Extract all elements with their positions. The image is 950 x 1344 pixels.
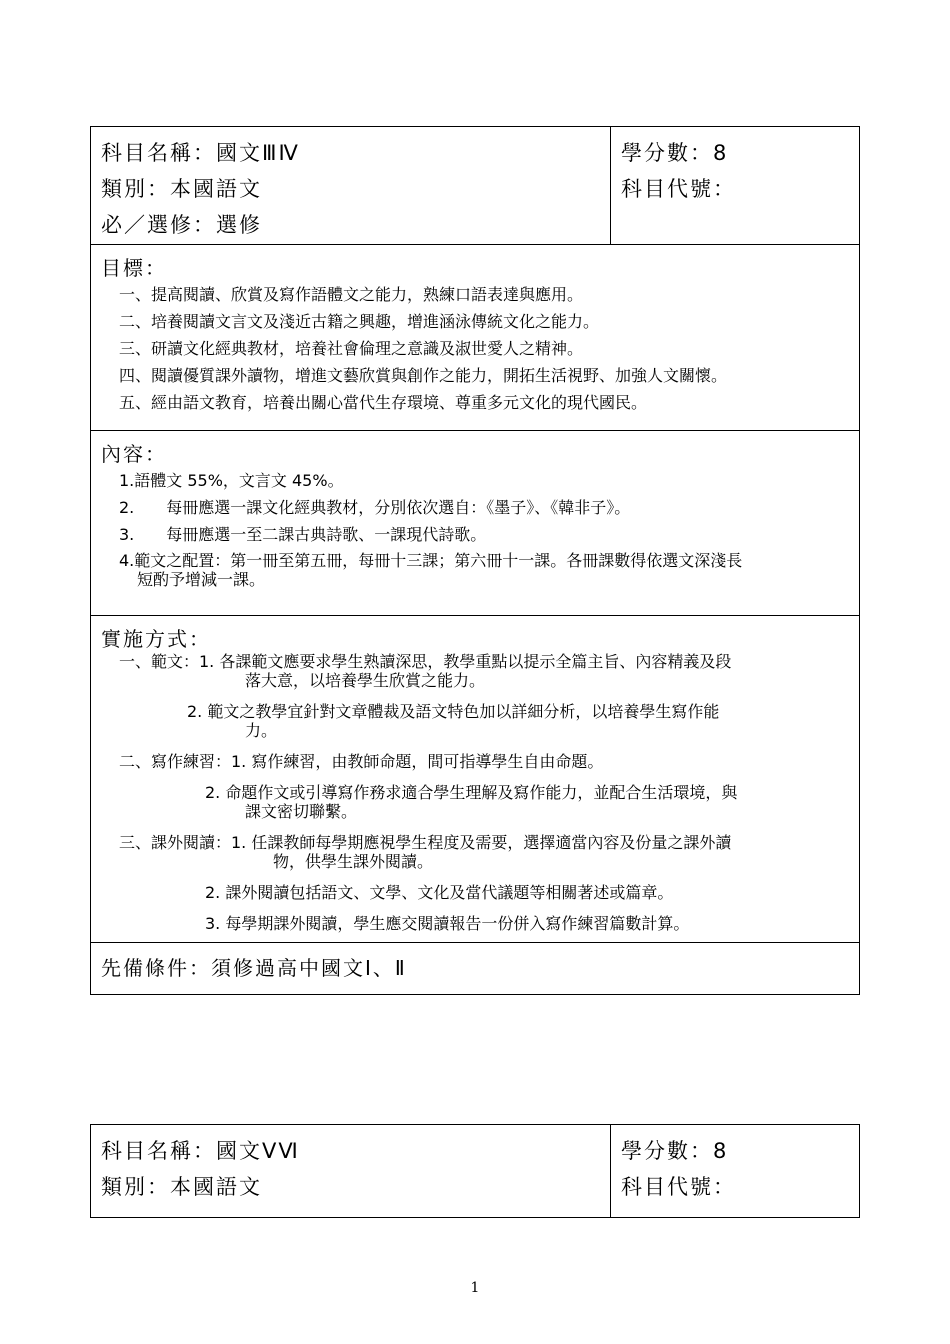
course-table-2 — [90, 1124, 860, 1218]
method-item: 2. 課外閱讀包括語文、文學、文化及當代議題等相關著述或篇章。 — [205, 883, 674, 902]
course-header-left — [91, 127, 611, 244]
method-section — [91, 615, 859, 942]
page-number: 1 — [470, 1280, 480, 1296]
course-credits: 學分數：8 — [621, 1139, 729, 1163]
method-item-cont: 物，供學生課外閱讀。 — [273, 852, 434, 871]
course-header-right — [611, 1125, 859, 1217]
goals-title: 目標： — [101, 256, 167, 280]
content-section — [91, 430, 859, 615]
method-item: 2. 命題作文或引導寫作務求適合學生理解及寫作能力，並配合生活環境，與 — [205, 783, 738, 802]
course-code: 科目代號： — [621, 1175, 736, 1199]
course-table-1 — [90, 126, 860, 995]
course-category: 類別：本國語文 — [101, 177, 262, 201]
content-item: 4.範文之配置：第一冊至第五冊，每冊十三課；第六冊十一課。各冊課數得依選文深淺長 — [119, 551, 743, 570]
course-credits: 學分數：8 — [621, 141, 729, 165]
course-name: 科目名稱：國文ⅤⅥ — [101, 1139, 300, 1163]
goal-item: 三、研讀文化經典教材，培養社會倫理之意識及淑世愛人之精神。 — [119, 339, 584, 358]
method-item: 三、課外閱讀：1. 任課教師每學期應視學生程度及需要，選擇適當內容及份量之課外讀 — [119, 833, 732, 852]
course-category: 類別：本國語文 — [101, 1175, 262, 1199]
method-title: 實施方式： — [101, 627, 211, 651]
course-header-right — [611, 127, 859, 244]
goal-item: 二、培養閱讀文言文及淺近古籍之興趣，增進涵泳傳統文化之能力。 — [119, 312, 600, 331]
method-item: 二、寫作練習：1. 寫作練習，由教師命題，間可指導學生自由命題。 — [119, 752, 604, 771]
course-name: 科目名稱：國文ⅢⅣ — [101, 141, 300, 165]
content-item-cont: 短酌予增減一課。 — [137, 570, 266, 589]
course-elective: 必／選修：選修 — [101, 213, 262, 237]
content-item: 2. 每冊應選一課文化經典教材，分別依次選自：《墨子》、《韓非子》。 — [119, 498, 631, 517]
prereq-section — [91, 942, 859, 994]
method-item: 3. 每學期課外閱讀，學生應交閱讀報告一份併入寫作練習篇數計算。 — [205, 914, 690, 933]
content-item: 3. 每冊應選一至二課古典詩歌、一課現代詩歌。 — [119, 525, 487, 544]
goal-item: 四、閱讀優質課外讀物，增進文藝欣賞與創作之能力，開拓生活視野、加強人文關懷。 — [119, 366, 728, 385]
goal-item: 五、經由語文教育，培養出關心當代生存環境、尊重多元文化的現代國民。 — [119, 393, 648, 412]
course-header-row — [91, 1125, 859, 1217]
prereq-text: 先備條件：須修過高中國文Ⅰ、Ⅱ — [101, 956, 407, 980]
method-item: 2. 範文之教學宜針對文章體裁及語文特色加以詳細分析，以培養學生寫作能 — [187, 702, 720, 721]
method-item-cont: 力。 — [245, 721, 278, 740]
method-item: 一、範文：1. 各課範文應要求學生熟讀深思，教學重點以提示全篇主旨、內容精義及段 — [119, 652, 732, 671]
goal-item: 一、提高閱讀、欣賞及寫作語體文之能力，熟練口語表達與應用。 — [119, 285, 584, 304]
content-item: 1.語體文 55%，文言文 45%。 — [119, 471, 344, 490]
method-item-cont: 落大意，以培養學生欣賞之能力。 — [245, 671, 486, 690]
content-title: 內容： — [101, 442, 167, 466]
course-code: 科目代號： — [621, 177, 736, 201]
course-header-left — [91, 1125, 611, 1217]
method-item-cont: 課文密切聯繫。 — [245, 802, 358, 821]
course-header-row — [91, 127, 859, 244]
goals-section — [91, 244, 859, 430]
